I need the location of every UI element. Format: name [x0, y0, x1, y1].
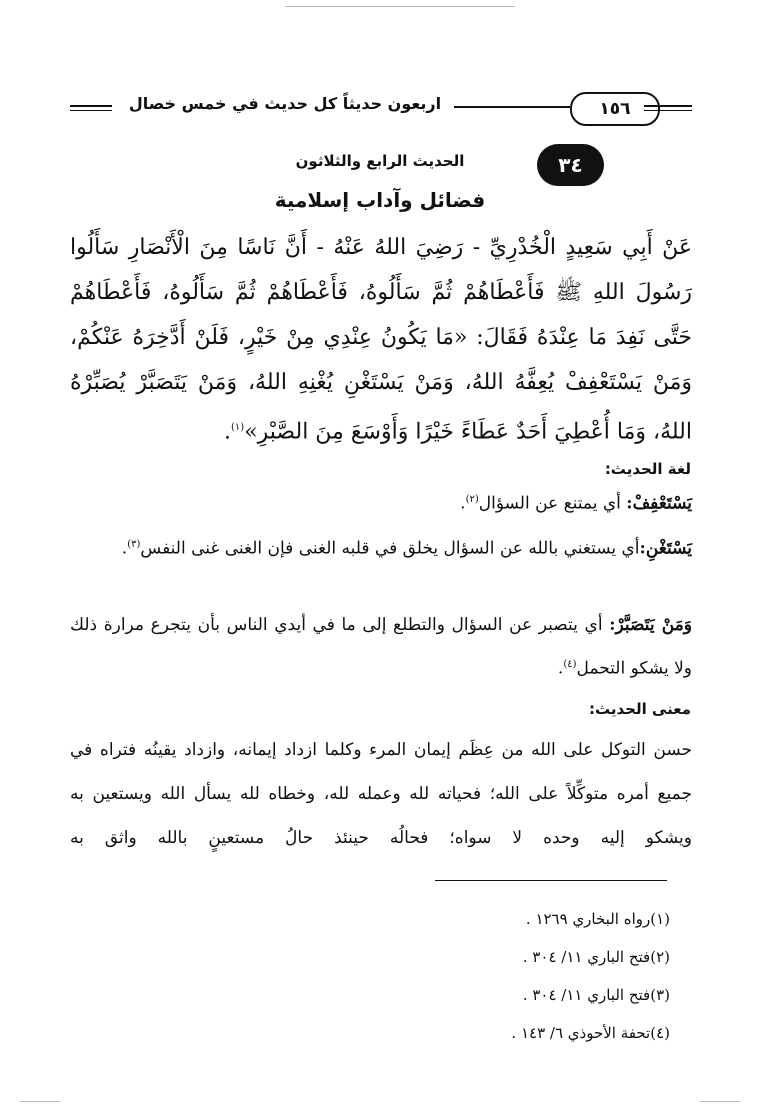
header-connector-rule: [454, 106, 570, 108]
header-rule-right-2: [644, 110, 692, 111]
footnotes-list: [300, 900, 670, 1052]
entry-word: يَسْتَغْنِ:: [639, 538, 692, 559]
entry-word: وَمَنْ يَتَصَبَّرْ:: [609, 615, 692, 635]
meaning-heading: معنى الحديث:: [588, 700, 691, 718]
book-title: اربعون حديثاً كل حديث في خمس خصال: [128, 94, 442, 113]
header-rule-left-2: [70, 110, 112, 111]
language-entry-2: يَسْتَغْنِ:أي يستغني بالله عن السؤال يخلق في قلبه الغنى فإن الغنى غنى النفس$^{(٣)}$.: [121, 538, 692, 559]
footnote-ref-1: (١): [231, 422, 245, 433]
hadith-number-badge: ٣٤: [537, 144, 604, 186]
entry-definition: أي يتصبر عن السؤال والتطلع إلى ما في أيدي الناس بأن يتجرع مرارة ذلك ولا يشكو التحمل: [70, 615, 692, 679]
language-entry-1: يَسْتَعْفِفْ: أي يمتنع عن السؤال$^{(٢)}$.: [460, 493, 692, 514]
entry-word: يَسْتَعْفِفْ:: [626, 493, 692, 514]
entry-definition: أي يمتنع عن السؤال: [478, 493, 627, 514]
footnote-ref-2: (٢): [465, 494, 479, 505]
top-scan-line: [285, 6, 515, 7]
footnote-ref-3: (٣): [127, 539, 141, 550]
footnote-2: (٢)فتح الباري ١١/ ٣٠٤ .: [522, 948, 670, 966]
language-heading: لغة الحديث:: [604, 460, 691, 478]
hadith-title: الحديث الرابع والثلاثون: [295, 152, 465, 170]
bottom-scan-line-right: [700, 1101, 740, 1102]
entry-definition: أي يستغني بالله عن السؤال يخلق في قلبه الغنى فإن الغنى غنى النفس: [140, 538, 640, 559]
footnote-3: (٣)فتح الباري ١١/ ٣٠٤ .: [522, 986, 670, 1004]
running-header: [70, 92, 692, 128]
hadith-text: عَنْ أَبِي سَعِيدٍ الْخُدْرِيِّ - رَضِيَ اللهُ عَنْهُ - أَنَّ نَاسًا مِنَ الْأَنْصَارِ سَأَلُوا رَسُولَ اللهِ ﷺ فَأَعْطَاهُمْ ثُمَّ سَأَلُوهُ، فَأَعْطَاهُمْ ثُمَّ سَأَلُوهُ، فَأَعْطَاهُمْ حَتَّى نَفِدَ مَا عِنْدَهُ فَقَالَ: «مَا يَكُونُ عِنْدِي مِنْ خَيْرٍ، فَلَنْ أَدَّخِرَهُ عَنْكُمْ، وَمَنْ يَسْتَعْفِفْ يُعِفَّهُ اللهُ، وَمَنْ يَسْتَغْنِ يُغْنِهِ اللهُ، وَمَنْ يَتَصَبَّرْ يُصَبِّرْهُ اللهُ، وَمَا أُعْطِيَ أَحَدٌ عَطَاءً خَيْرًا وَأَوْسَعَ مِنَ الصَّبْرِ»$^{(١)}$.: [70, 235, 692, 445]
footnote-1: (١)رواه البخاري ١٢٦٩ .: [525, 910, 670, 928]
footnote-4: (٤)تحفة الأحوذي ٦/ ١٤٣ .: [511, 1024, 670, 1042]
meaning-text: حسن التوكل على الله من عِظَم إيمان المرء وكلما ازداد إيمانه، وازداد يقينُه فتراه في جميع أمره متوكِّلاً على الله؛ فحياته لله وعمله لله، وخطاه لله يسأل الله ويستعين به ويشكو إليه وحده لا سواه؛ فحالُه حينئذ حالُ مستعينٍ بالله واثق به: [70, 740, 692, 848]
footnote-ref-4: (٤): [563, 659, 577, 670]
header-rule-right: [644, 105, 692, 107]
language-entry-3: وَمَنْ يَتَصَبَّرْ: أي يتصبر عن السؤال والتطلع إلى ما في أيدي الناس بأن يتجرع مرارة ذلك ولا يشكو التحمل$^{(٤)}$.: [70, 615, 692, 679]
hadith-body: عَنْ أَبِي سَعِيدٍ الْخُدْرِيِّ - رَضِيَ اللهُ عَنْهُ - أَنَّ نَاسًا مِنَ الْأَنْصَارِ سَأَلُوا رَسُولَ اللهِ ﷺ فَأَعْطَاهُمْ ثُمَّ سَأَلُوهُ، فَأَعْطَاهُمْ ثُمَّ سَأَلُوهُ، فَأَعْطَاهُمْ حَتَّى نَفِدَ مَا عِنْدَهُ فَقَالَ: «مَا يَكُونُ عِنْدِي مِنْ خَيْرٍ، فَلَنْ أَدَّخِرَهُ عَنْكُمْ، وَمَنْ يَسْتَعْفِفْ يُعِفَّهُ اللهُ، وَمَنْ يَسْتَغْنِ يُغْنِهِ اللهُ، وَمَنْ يَتَصَبَّرْ يُصَبِّرْهُ اللهُ، وَمَا أُعْطِيَ أَحَدٌ عَطَاءً خَيْرًا وَأَوْسَعَ مِنَ الصَّبْرِ»: [70, 235, 692, 445]
header-rule-left: [70, 105, 112, 107]
footnote-separator: [435, 880, 667, 881]
hadith-subject: فضائل وآداب إسلامية: [274, 188, 486, 212]
page-number: ١٥٦: [570, 92, 660, 126]
bottom-scan-line-left: [20, 1101, 60, 1102]
